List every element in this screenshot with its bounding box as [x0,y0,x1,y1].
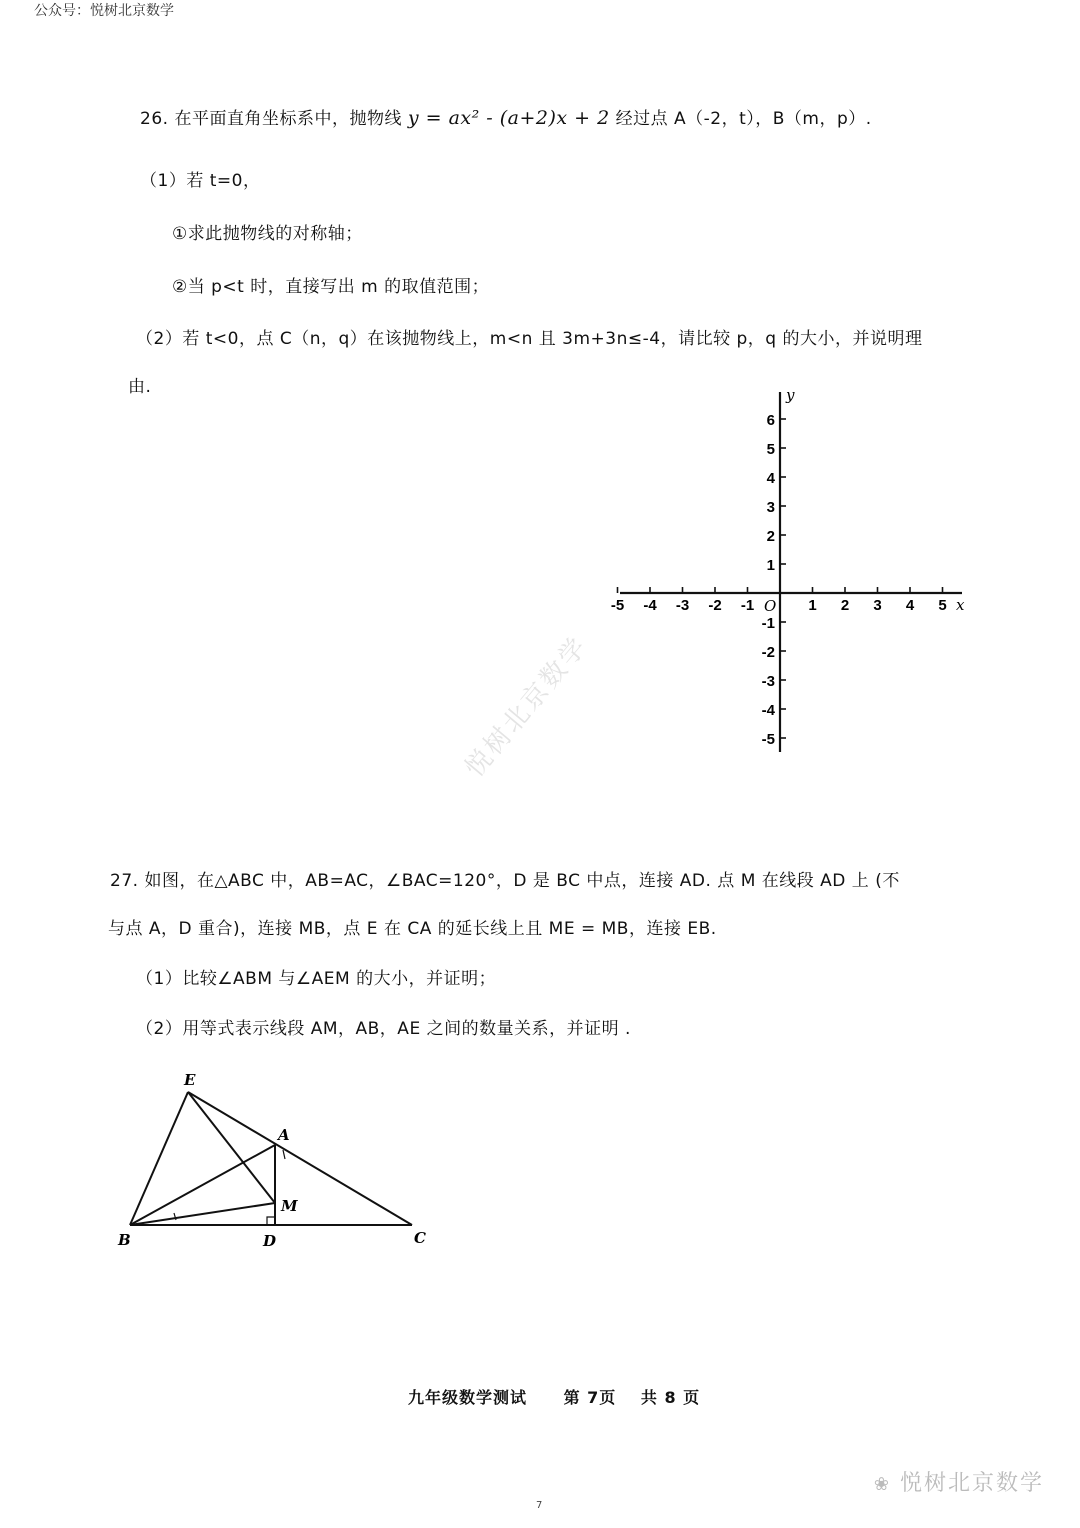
y-tick-labels [762,412,776,748]
x-tick-label: -5 [610,597,625,614]
q26-stem-prefix: 在平面直角坐标系中，抛物线 [174,109,402,129]
label-B: B [118,1231,131,1249]
q26-part1-a: ①求此抛物线的对称轴； [172,224,363,244]
q27-number: 27. [110,871,139,891]
y-axis-label: y [786,386,795,404]
y-tick-label: 5 [766,441,775,458]
y-tick-label: 3 [766,499,775,516]
q26-part1-title: （1）若 t=0， [140,171,261,191]
x-tick-label: -1 [740,597,755,614]
label-M: M [281,1197,298,1215]
x-tick-label: -3 [675,597,690,614]
right-angle-mark [267,1217,275,1225]
q27-line2: 与点 A，D 重合)，连接 MB，点 E 在 CA 的延长线上且 ME = MB，连接 EB. [108,919,717,939]
x-tick-label: 2 [840,597,850,614]
wechat-icon: ❀ [873,1474,891,1495]
x-tick-label: 3 [873,597,882,614]
q26-number: 26. [140,109,169,129]
label-D: D [263,1232,277,1250]
tick-mark-AC [283,1150,285,1159]
q27-line1 [110,866,900,891]
y-tick-label: -3 [761,673,775,690]
x-tick-label: 1 [808,597,817,614]
q27-part1: （1）比较∠ABM 与∠AEM 的大小，并证明； [136,969,497,989]
y-tick-label: -4 [761,702,775,719]
page-number: 7 [536,1500,543,1511]
q26-stem [140,104,872,129]
y-tick-label: -1 [761,615,775,632]
x-tick-labels [611,597,947,614]
y-tick-label: -2 [761,644,775,661]
coordinate-plane [600,380,990,760]
q27-part2: （2）用等式表示线段 AM，AB，AE 之间的数量关系，并证明 . [136,1019,631,1039]
footer-page: 第 7页 [563,1388,617,1407]
segment-EC [188,1092,412,1225]
y-tick-label: 4 [766,470,775,487]
label-C: C [414,1229,426,1247]
label-E: E [184,1071,196,1089]
x-axis-label: x [956,596,965,614]
triangle-figure [100,1060,460,1260]
q26-equation: y = ax² - (a+2)x + 2 [407,107,610,129]
footer-title: 九年级数学测试 [408,1388,528,1407]
label-A: A [278,1126,290,1144]
q26-stem-suffix: 经过点 A（-2，t），B（m，p）. [615,109,872,129]
q26-part2-line1: （2）若 t<0，点 C（n，q）在该抛物线上，m<n 且 3m+3n≤-4，请比较 p，q 的大小，并说明理 [136,329,923,349]
x-tick-label: -4 [643,597,657,614]
watermark: 悦树北京数学 [459,630,595,784]
q27-line1-text: 如图，在△ABC 中，AB=AC，∠BAC=120°，D 是 BC 中点，连接 AD. 点 M 在线段 AD 上 (不 [144,871,900,891]
header-account: 公众号：悦树北京数学 [34,3,174,19]
origin-label: O [764,597,777,615]
y-tick-label: 2 [766,528,775,545]
footer-total: 共 8 页 [640,1388,701,1407]
brand-watermark [874,1466,1044,1497]
y-tick-label: 6 [766,412,775,429]
q26-part1-b: ②当 p<t 时，直接写出 m 的取值范围； [172,277,490,297]
y-tick-label: 1 [766,557,775,574]
x-tick-label: 4 [905,597,915,614]
segment-EB [130,1092,188,1225]
footer [408,1385,700,1408]
brand-text: 悦树北京数学 [899,1471,1044,1496]
q26-part2-line2: 由. [128,377,152,397]
y-tick-label: -5 [761,731,775,748]
x-tick-label: 5 [938,597,947,614]
x-tick-label: -2 [708,597,722,614]
